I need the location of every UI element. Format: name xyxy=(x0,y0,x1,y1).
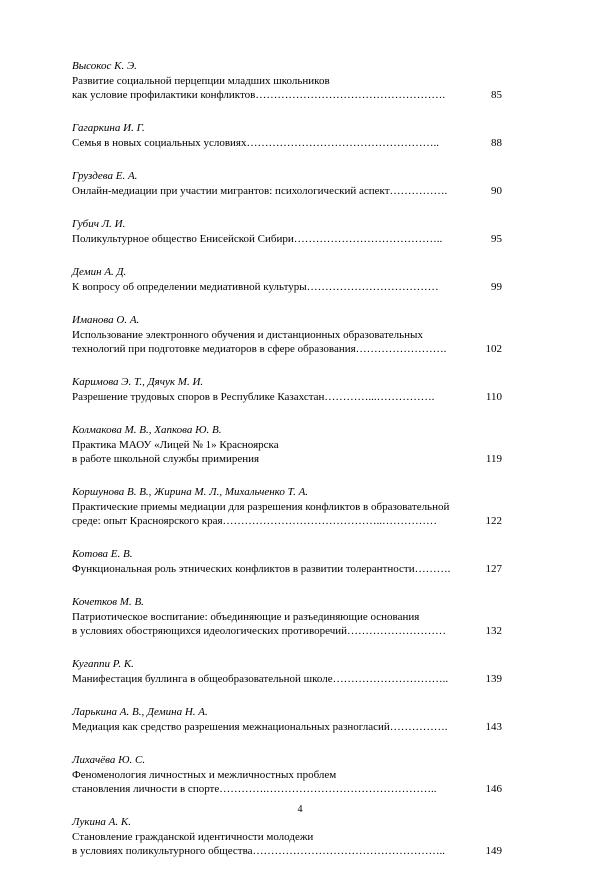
toc-entry[interactable] xyxy=(72,547,502,576)
toc-entry-page-number: 110 xyxy=(485,391,502,403)
toc-entry-page-number: 149 xyxy=(485,845,502,857)
toc-entry[interactable] xyxy=(72,705,502,734)
toc-entry-title-line: среде: опыт Красноярского края……………………………………..…………… xyxy=(72,515,438,527)
toc-entry-title-line: Функциональная роль этнических конфликтов в развитии толерантности………. xyxy=(72,563,451,575)
toc-entry-page-number: 127 xyxy=(485,563,502,575)
toc-entry-title-line: К вопросу об определении медиативной культуры……………………………… xyxy=(72,281,439,293)
toc-entry-author: Груздева Е. А. xyxy=(72,170,138,182)
toc-entry-title-line: в условиях поликультурного общества…………………………………………….. xyxy=(72,845,445,857)
toc-entry-page-number: 132 xyxy=(485,625,502,637)
toc-entry-page-number: 102 xyxy=(485,343,502,355)
toc-entry-title-line: Онлайн-медиации при участии мигрантов: психологический аспект……………. xyxy=(72,185,448,197)
toc-entry-page-number: 119 xyxy=(485,453,502,465)
toc-entry-title-line: Патриотическое воспитание: объединяющие и разъединяющие основания xyxy=(72,611,420,623)
toc-entry-author: Высокос К. Э. xyxy=(72,60,137,72)
toc-entry-text xyxy=(72,753,468,796)
toc-entry-title-line: в работе школьной службы примирения xyxy=(72,453,260,465)
toc-entry[interactable] xyxy=(72,485,502,528)
table-of-contents xyxy=(72,59,502,877)
toc-entry-title-line: технологий при подготовке медиаторов в сфере образования……………………. xyxy=(72,343,447,355)
toc-entry-title-line: как условие профилактики конфликтов……………………………………………. xyxy=(72,89,446,101)
toc-entry-page-number: 122 xyxy=(485,515,502,527)
toc-entry-page-number: 139 xyxy=(485,673,502,685)
toc-entry-title-line: Манифестация буллинга в общеобразовательной школе………………………….. xyxy=(72,673,449,685)
toc-entry-author: Кугаппи Р. К. xyxy=(72,658,134,670)
toc-entry-text xyxy=(72,313,468,356)
toc-entry-author: Каримова Э. Т., Дячук М. И. xyxy=(72,376,204,388)
toc-entry[interactable] xyxy=(72,657,502,686)
toc-entry-text xyxy=(72,657,468,686)
toc-entry-text xyxy=(72,815,468,858)
toc-entry-title-line: Семья в новых социальных условиях…………………………………………….. xyxy=(72,137,439,149)
toc-entry-author: Котова Е. В. xyxy=(72,548,133,560)
toc-entry-page-number: 143 xyxy=(485,721,502,733)
toc-entry-title-line: Практика МАОУ «Лицей № 1» Красноярска xyxy=(72,439,279,451)
toc-entry-author: Кочетков М. В. xyxy=(72,596,144,608)
toc-entry-title-line: становления личности в спорте………….……………………………………….. xyxy=(72,783,437,795)
toc-entry-text xyxy=(72,59,468,102)
toc-entry-page-number: 99 xyxy=(491,281,502,293)
toc-entry-page-number: 88 xyxy=(491,137,502,149)
toc-entry-title-line: в условиях обостряющихся идеологических противоречий……………………… xyxy=(72,625,447,637)
toc-entry-page-number: 85 xyxy=(491,89,502,101)
toc-entry[interactable] xyxy=(72,595,502,638)
toc-entry-text xyxy=(72,547,468,576)
toc-entry-title-line: Поликультурное общество Енисейской Сибири………………………………….. xyxy=(72,233,443,245)
toc-entry-author: Ларькина А. В., Демина Н. А. xyxy=(72,706,208,718)
toc-entry-text xyxy=(72,485,468,528)
toc-entry-author: Колмакова М. В., Хапкова Ю. В. xyxy=(72,424,222,436)
toc-entry-author: Иманова О. А. xyxy=(72,314,140,326)
page-number: 4 xyxy=(297,804,303,815)
toc-entry-author: Лукина А. К. xyxy=(72,816,131,828)
toc-entry-page-number: 146 xyxy=(485,783,502,795)
toc-entry[interactable] xyxy=(72,815,502,858)
toc-entry-page-number: 95 xyxy=(491,233,502,245)
toc-entry-text xyxy=(72,375,468,404)
toc-entry-text xyxy=(72,705,468,734)
toc-entry[interactable] xyxy=(72,265,502,294)
toc-entry[interactable] xyxy=(72,217,502,246)
toc-entry-text xyxy=(72,265,468,294)
toc-entry-page-number: 90 xyxy=(491,185,502,197)
toc-entry-author: Коршунова В. В., Жирина М. Л., Михальченко Т. А. xyxy=(72,486,309,498)
toc-entry[interactable] xyxy=(72,313,502,356)
toc-entry[interactable] xyxy=(72,423,502,466)
toc-entry[interactable] xyxy=(72,121,502,150)
toc-entry-title-line: Становление гражданской идентичности молодежи xyxy=(72,831,314,843)
toc-entry-text xyxy=(72,217,468,246)
toc-entry-title-line: Медиация как средство разрешения межнациональных разногласий……………. xyxy=(72,721,448,733)
toc-entry-text xyxy=(72,169,468,198)
toc-entry-title-line: Феноменология личностных и межличностных проблем xyxy=(72,769,337,781)
toc-entry[interactable] xyxy=(72,169,502,198)
toc-entry-author: Лихачёва Ю. С. xyxy=(72,754,146,766)
toc-entry-title-line: Разрешение трудовых споров в Республике Казахстан…………...……………. xyxy=(72,391,435,403)
toc-entry[interactable] xyxy=(72,59,502,102)
toc-entry-author: Демин А. Д. xyxy=(72,266,127,278)
toc-entry-title-line: Использование электронного обучения и дистанционных образовательных xyxy=(72,329,423,341)
toc-entry[interactable] xyxy=(72,753,502,796)
toc-entry-author: Губич Л. И. xyxy=(72,218,126,230)
toc-entry-text xyxy=(72,121,468,150)
toc-entry-title-line: Практические приемы медиации для разрешения конфликтов в образовательной xyxy=(72,501,450,513)
toc-entry[interactable] xyxy=(72,375,502,404)
toc-entry-title-line: Развитие социальной перцепции младших школьников xyxy=(72,75,330,87)
toc-entry-author: Гагаркина И. Г. xyxy=(72,122,145,134)
toc-entry-text xyxy=(72,595,468,638)
toc-entry-text xyxy=(72,423,468,466)
